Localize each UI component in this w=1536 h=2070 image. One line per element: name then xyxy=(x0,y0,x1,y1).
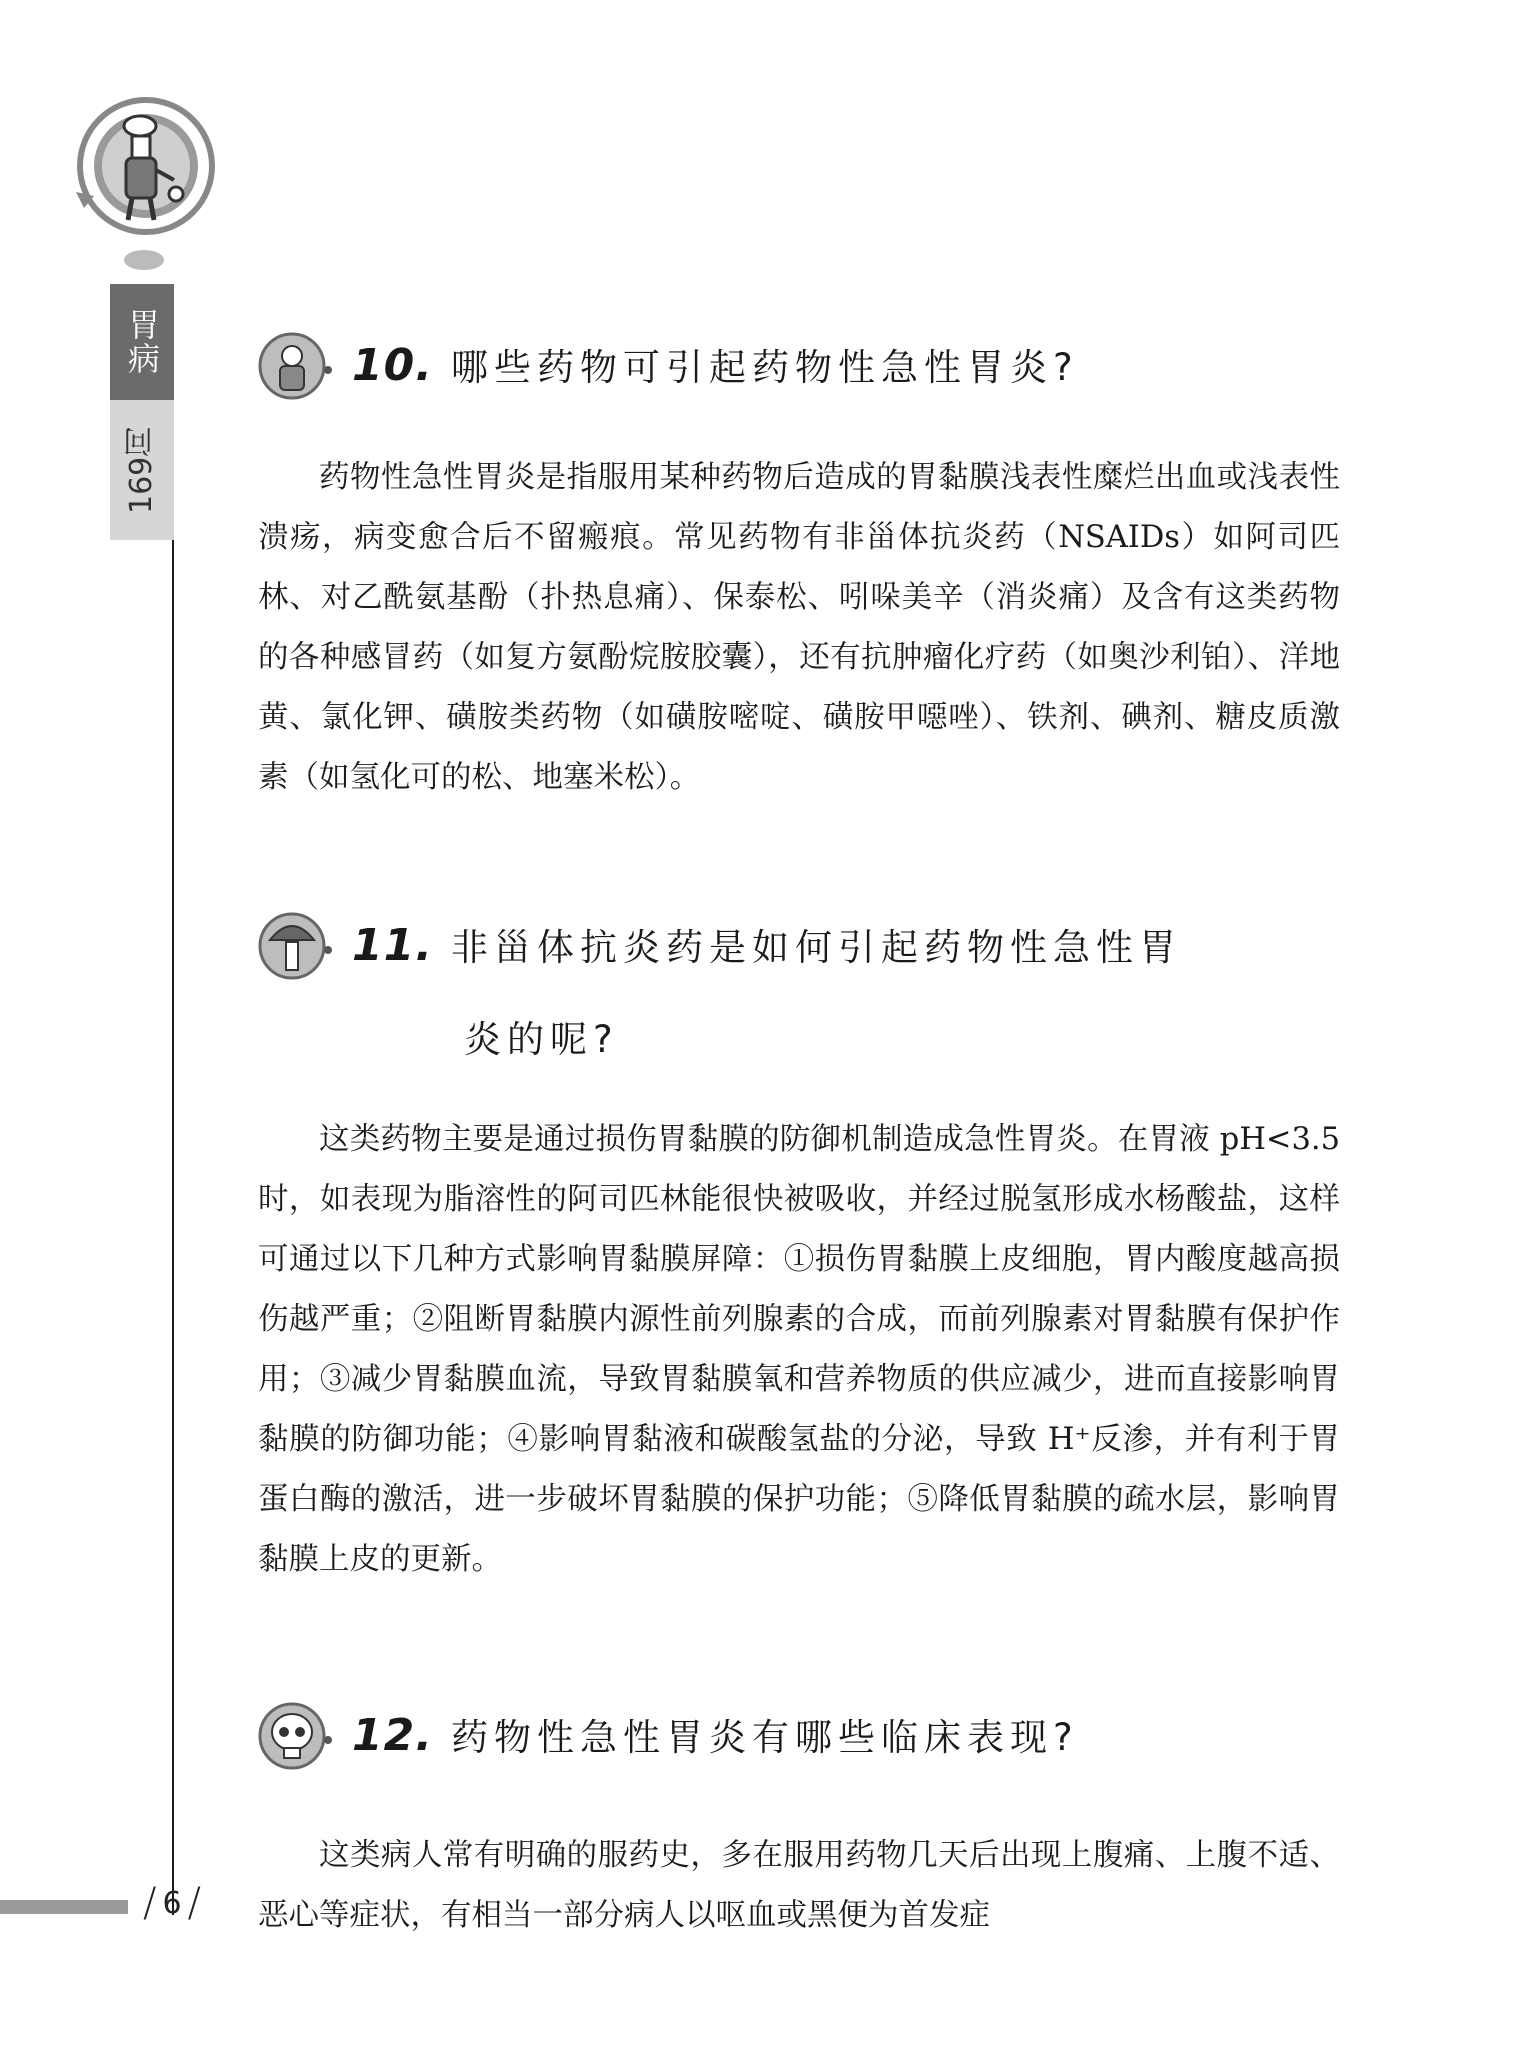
question-title: 非甾体抗炎药是如何引起药物性急性胃 xyxy=(450,926,1182,969)
answer-paragraph-12: 这类病人常有明确的服药史，多在服用药物几天后出现上腹痛、上腹不适、恶心等症状，有相当一部分病人以呕血或黑便为首发症 xyxy=(258,1838,1340,1933)
book-logo-icon xyxy=(62,88,222,288)
answer-paragraph-11: 这类药物主要是通过损伤胃黏膜的防御机制造成急性胃炎。在胃液 pH<3.5 时，如表现为脂溶性的阿司匹林能很快被吸收，并经过脱氢形成水杨酸盐，这样可通过以下几种方式影响胃黏膜屏障：①损伤胃黏膜上皮细胞，胃内酸度越高损伤越严重；②阻断胃黏膜内源性前列腺素的合成，而前列腺素对胃黏膜有保护作用；③减少胃黏膜血流，导致胃黏膜氧和营养物质的供应减少，进而直接影响胃黏膜的防御功能；④影响胃黏液和碳酸氢盐的分泌，导致 H⁺反渗，并有利于胃蛋白酶的激活，进一步破坏胃黏膜的保护功能；⑤降低胃黏膜的疏水层，影响胃黏膜上皮的更新。 xyxy=(258,1122,1340,1577)
skull-icon xyxy=(256,1696,336,1776)
question-heading-12 xyxy=(256,1690,1366,1782)
margin-rule xyxy=(172,540,174,1915)
question-title-continued: 炎的呢? xyxy=(464,1018,619,1061)
page-number: / 6 / xyxy=(142,1880,202,1926)
question-heading-11 xyxy=(256,900,1366,1080)
side-tab-subtitle: 169问 xyxy=(124,426,159,514)
person-icon xyxy=(256,326,336,406)
page-number-text: 6 xyxy=(162,1885,182,1921)
question-title: 药物性急性胃炎有哪些临床表现? xyxy=(450,1716,1079,1759)
umbrella-figure-icon xyxy=(256,906,336,986)
question-number: 10. xyxy=(352,340,433,391)
side-tab xyxy=(110,284,174,540)
side-tab-title: 胃病 xyxy=(110,284,174,400)
answer-paragraph-10: 药物性急性胃炎是指服用某种药物后造成的胃黏膜浅表性糜烂出血或浅表性溃疡，病变愈合后不留瘢痕。常见药物有非甾体抗炎药（NSAIDs）如阿司匹林、对乙酰氨基酚（扑热息痛）、保泰松、吲哚美辛（消炎痛）及含有这类药物的各种感冒药（如复方氨酚烷胺胶囊），还有抗肿瘤化疗药（如奥沙利铂）、洋地黄、氯化钾、磺胺类药物（如磺胺嘧啶、磺胺甲噁唑）、铁剂、碘剂、糖皮质激素（如氢化可的松、地塞米松）。 xyxy=(258,460,1340,795)
question-heading-10 xyxy=(256,320,1366,412)
footer-bar xyxy=(0,1900,128,1914)
question-number: 12. xyxy=(352,1710,433,1761)
question-number: 11. xyxy=(352,920,433,971)
question-title: 哪些药物可引起药物性急性胃炎? xyxy=(450,346,1079,389)
